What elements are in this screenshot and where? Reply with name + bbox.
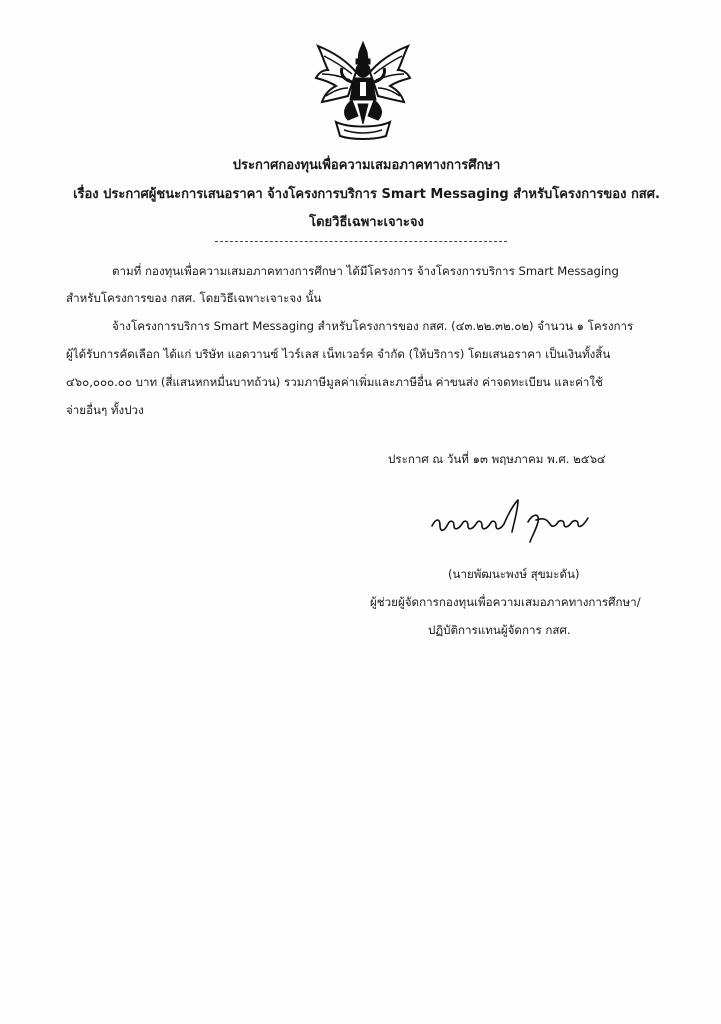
announcement-title: ประกาศกองทุนเพื่อความเสมอภาคทางการศึกษา	[232, 158, 501, 173]
divider-line	[215, 241, 507, 242]
paragraph-2-line-1: จ้างโครงการบริการ Smart Messaging สำหรับโครงการของ กสศ. (๔๓.๒๒.๓๒.๐๒) จำนวน ๑ โครงการ	[112, 319, 634, 333]
paragraph-2-line-2: ผู้ได้รับการคัดเลือก ได้แก่ บริษัท แอดวานซ์ ไวร์เลส เน็ทเวอร์ค จำกัด (ให้บริการ) โดยเสนอราคา เป็นเงินทั้งสิ้น	[66, 347, 611, 361]
signatory-position-line-2: ปฏิบัติการแทนผู้จัดการ กสศ.	[428, 623, 571, 637]
paragraph-1-line-1: ตามที่ กองทุนเพื่อความเสมอภาคทางการศึกษา ได้มีโครงการ จ้างโครงการบริการ Smart Messaging	[112, 264, 619, 278]
handwritten-signature	[428, 496, 598, 546]
signatory-position-line-1: ผู้ช่วยผู้จัดการกองทุนเพื่อความเสมอภาคทางการศึกษา/	[370, 595, 641, 609]
announcement-date: ประกาศ ณ วันที่ ๑๓ พฤษภาคม พ.ศ. ๒๕๖๔	[388, 452, 606, 466]
garuda-emblem-icon	[314, 40, 412, 142]
signatory-name: (นายพัฒนะพงษ์ สุขมะดัน)	[448, 567, 580, 581]
procurement-method: โดยวิธีเฉพาะเจาะจง	[309, 215, 424, 230]
paragraph-2-line-4: จ่ายอื่นๆ ทั้งปวง	[66, 403, 144, 417]
paragraph-1-line-2: สำหรับโครงการของ กสศ. โดยวิธีเฉพาะเจาะจง นั้น	[66, 291, 322, 305]
paragraph-2-line-3: ๔๖๐,๐๐๐.๐๐ บาท (สี่แสนหกหมื่นบาทถ้วน) รวมภาษีมูลค่าเพิ่มและภาษีอื่น ค่าขนส่ง ค่าจดทะเบียน และค่าใช้	[66, 375, 603, 389]
announcement-subject: เรื่อง ประกาศผู้ชนะการเสนอราคา จ้างโครงการบริการ Smart Messaging สำหรับโครงการของ กสศ.	[73, 187, 660, 202]
